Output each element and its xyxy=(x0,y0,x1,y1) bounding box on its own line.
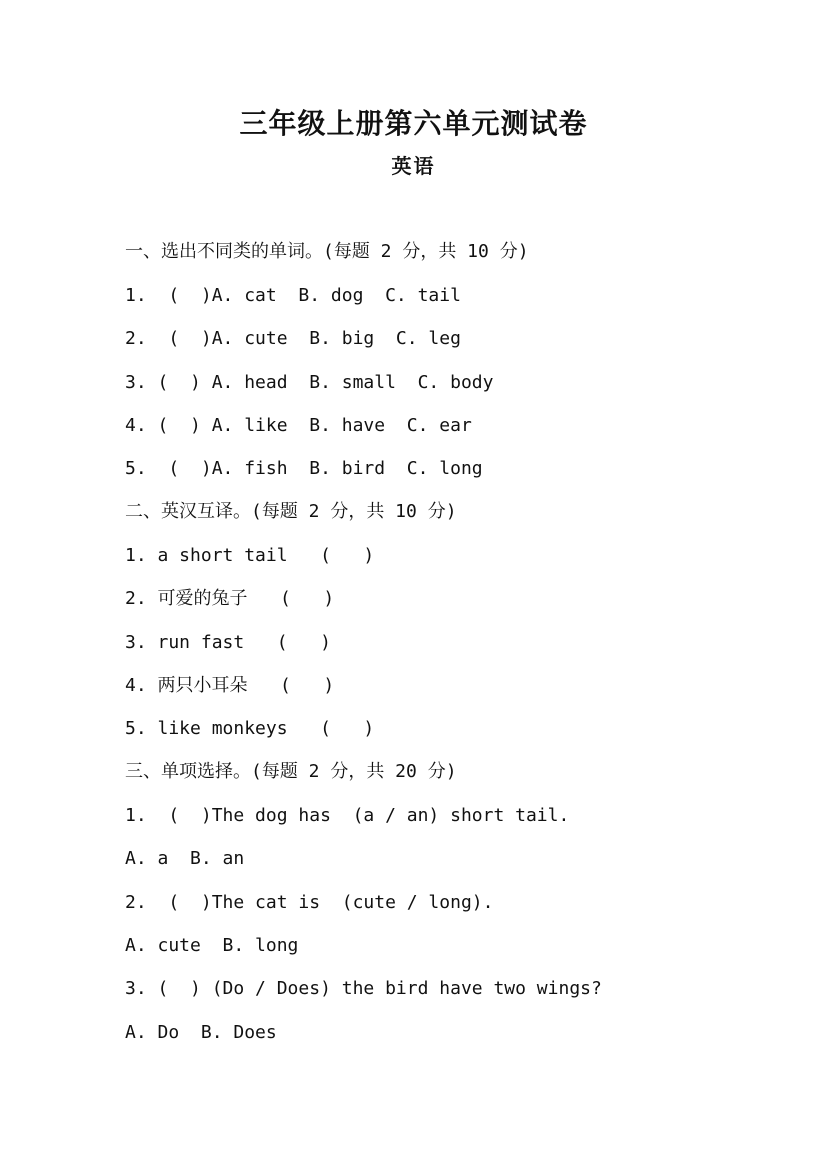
section-2-question-3: 3. run fast ( ) xyxy=(125,632,331,653)
section-1-question-1: 1. ( )A. cat B. dog C. tail xyxy=(125,285,461,306)
section-1-heading: 一、选出不同类的单词。(每题 2 分，共 10 分) xyxy=(125,241,529,262)
section-1-question-5: 5. ( )A. fish B. bird C. long xyxy=(125,458,483,479)
section-3-question-2-options: A. cute B. long xyxy=(125,935,299,956)
section-3-question-2: 2. ( )The cat is (cute / long). xyxy=(125,892,494,913)
section-3-question-3-options: A. Do B. Does xyxy=(125,1022,277,1043)
section-2-question-1: 1. a short tail ( ) xyxy=(125,545,375,566)
section-2-question-4: 4. 两只小耳朵 ( ) xyxy=(125,675,335,696)
section-2-question-5: 5. like monkeys ( ) xyxy=(125,718,375,739)
section-2-heading: 二、英汉互译。(每题 2 分，共 10 分) xyxy=(125,501,457,522)
section-3-question-1-options: A. a B. an xyxy=(125,848,245,869)
section-1-question-4: 4. ( ) A. like B. have C. ear xyxy=(125,415,472,436)
section-1-question-3: 3. ( ) A. head B. small C. body xyxy=(125,372,494,393)
section-1-question-2: 2. ( )A. cute B. big C. leg xyxy=(125,328,461,349)
section-3-question-3: 3. ( ) (Do / Does) the bird have two wings? xyxy=(125,978,602,999)
section-3-question-1: 1. ( )The dog has (a / an) short tail. xyxy=(125,805,570,826)
document-subtitle: 英语 xyxy=(391,154,436,178)
section-2-question-2: 2. 可爱的兔子 ( ) xyxy=(125,588,335,609)
document-title: 三年级上册第六单元测试卷 xyxy=(239,107,588,140)
section-3-heading: 三、单项选择。(每题 2 分，共 20 分) xyxy=(125,761,457,782)
